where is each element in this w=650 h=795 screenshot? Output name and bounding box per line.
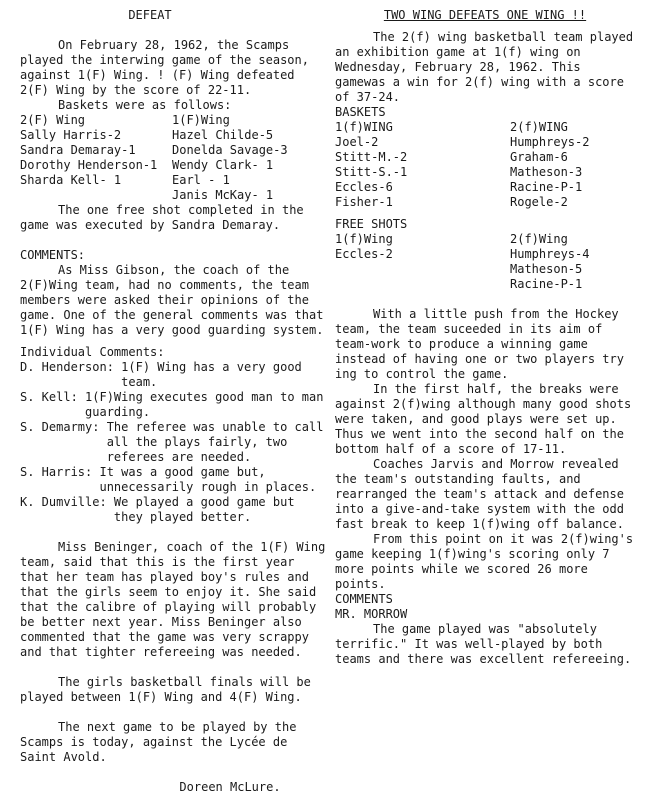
left-baskets-table [20,113,330,203]
list-item [20,465,330,495]
table-cell: Eccles-2 [335,247,393,261]
table-row [20,128,330,143]
right-paragraph-1: With a little push from the Hockey team, the team suceeded in its aim of team-work to produce a winning game instead of having one or two players try ing to control the game. [335,307,624,381]
team-2f-header: 2(f)WING [510,120,568,134]
right-comments-heading: COMMENTS [335,592,393,606]
table-cell: Fisher-1 [335,195,393,209]
table-row [20,143,330,158]
team-2f-header: 2(f)Wing [510,232,568,246]
table-header-row [335,120,635,135]
table-cell: Racine-P-1 [510,277,583,291]
left-baskets-heading: Baskets were as follows: [58,98,232,112]
team-1f-header: 1(F)Wing [172,113,230,127]
free-shot-paragraph: The one free shot completed in the game was executed by Sandra Demaray. [20,203,304,232]
table-cell: Stitt-S.-1 [335,165,408,179]
commenter-name: S. Harris: [20,465,100,479]
table-row [20,158,330,173]
left-comments-heading: COMMENTS: [20,248,86,262]
left-article-title: DEFEAT [128,8,172,22]
table-cell: Sandra Demaray-1 [20,143,136,157]
right-baskets-table [335,120,635,210]
table-cell: Eccles-6 [335,180,393,194]
table-cell: Earl - 1 [172,173,230,187]
table-cell [20,188,172,203]
table-cell: Humphreys-2 [510,135,590,149]
individual-comments-list [20,360,330,525]
table-row [335,150,635,165]
table-cell: Rogele-2 [510,195,568,209]
free-shots-heading: FREE SHOTS [335,217,408,231]
table-row [335,165,635,180]
commenter-name: S. Kell: [20,390,86,404]
list-item [20,390,330,420]
table-cell: Racine-P-1 [510,180,583,194]
table-row [335,277,635,292]
table-cell: Wendy Clark- 1 [172,158,274,172]
comments-speaker: MR. MORROW [335,607,408,621]
table-row [335,180,635,195]
table-cell: Donelda Savage-3 [172,143,288,157]
table-cell: Hazel Childe-5 [172,128,274,142]
table-cell: Janis McKay- 1 [172,188,274,202]
beninger-paragraph: Miss Beninger, coach of the 1(F) Wing team, said that this is the first year that her team has played boy's rules and that the girls seem to enjoy it. She said that the calibre of playing will probably be better next year. Miss Beninger also commented that the game was very scrappy and that tighter refereeing was needed. [20,540,326,659]
table-cell: Matheson-3 [510,165,583,179]
finals-paragraph: The girls basketball finals will be played between 1(F) Wing and 4(F) Wing. [20,675,311,704]
free-shots-table [335,232,635,292]
list-item [20,495,330,525]
right-paragraph-2: In the first half, the breaks were against 2(f)wing although many good shots were taken, and good plays were set up. Thus we went into the second half on the bottom half of a score of 17-11. [335,382,632,456]
right-paragraph-4: From this point on it was 2(f)wing's game keeping 1(f)wing's scoring only 7 more points while we scored 26 more points. [335,532,634,591]
table-cell [335,262,510,277]
commenter-name: K. Dumville: [20,495,114,509]
comment-text: We played a good game but they played better. [113,495,295,524]
left-article [20,8,330,795]
comment-text: 1(F)Wing executes good man to man guarding. [85,390,324,419]
comment-text: It was a good game but, unnecessarily rough in places. [99,465,317,494]
team-1f-header: 1(f)Wing [335,232,393,246]
table-cell: Sally Harris-2 [20,128,122,142]
table-row [20,173,330,188]
morrow-quote: The game played was "absolutely terrific." It was well-played by both teams and there was excellent refereeing. [335,622,632,666]
table-cell: Graham-6 [510,150,568,164]
next-game-paragraph: The next game to be played by the Scamps is today, against the Lycée de Saint Avold. [20,720,297,764]
commenter-name: D. Henderson: [20,360,122,374]
table-row [335,262,635,277]
individual-comments-heading: Individual Comments: [20,345,165,359]
right-article [335,8,635,667]
table-header-row [335,232,635,247]
table-row [335,247,635,262]
list-item [20,360,330,390]
commenter-name: S. Demarmy: [20,420,107,434]
table-cell: Stitt-M.-2 [335,150,408,164]
list-item [20,420,330,465]
table-cell: Dorothy Henderson-1 [20,158,158,172]
comment-text: 1(F) Wing has a very good team. [121,360,302,389]
left-comments-paragraph: As Miss Gibson, the coach of the 2(F)Wing team, had no comments, the team members were asked their opinions of the game. One of the general comments was that 1(F) Wing has a very good guarding system. [20,263,324,337]
left-intro-paragraph: On February 28, 1962, the Scamps played the interwing game of the season, against 1(F) Wing. ! (F) Wing defeated 2(F) Wing by the score of 22-11. [20,38,309,97]
table-cell: Matheson-5 [510,262,583,276]
right-intro-paragraph: The 2(f) wing basketball team played an exhibition game at 1(f) wing on Wednesday, February 28, 1962. This gamewas a win for 2(f) wing with a score of 37-24. [335,30,634,104]
table-row [335,135,635,150]
right-article-title: TWO WING DEFEATS ONE WING !! [383,8,587,22]
team-2f-header: 2(F) Wing [20,113,86,127]
table-cell: Sharda Kell- 1 [20,173,122,187]
table-cell [335,277,510,292]
table-cell: Joel-2 [335,135,379,149]
team-1f-header: 1(f)WING [335,120,393,134]
table-cell: Humphreys-4 [510,247,590,261]
comment-text: The referee was unable to call all the plays fairly, two referees are needed. [106,420,324,464]
table-row [20,188,330,203]
table-row [335,195,635,210]
right-paragraph-3: Coaches Jarvis and Morrow revealed the team's outstanding faults, and rearranged the team's attack and defense into a give-and-take system with the odd fast break to keep 1(f)wing off balance. [335,457,624,531]
table-header-row [20,113,330,128]
author-signature: Doreen McLure. [179,780,281,794]
right-baskets-heading: BASKETS [335,105,386,119]
